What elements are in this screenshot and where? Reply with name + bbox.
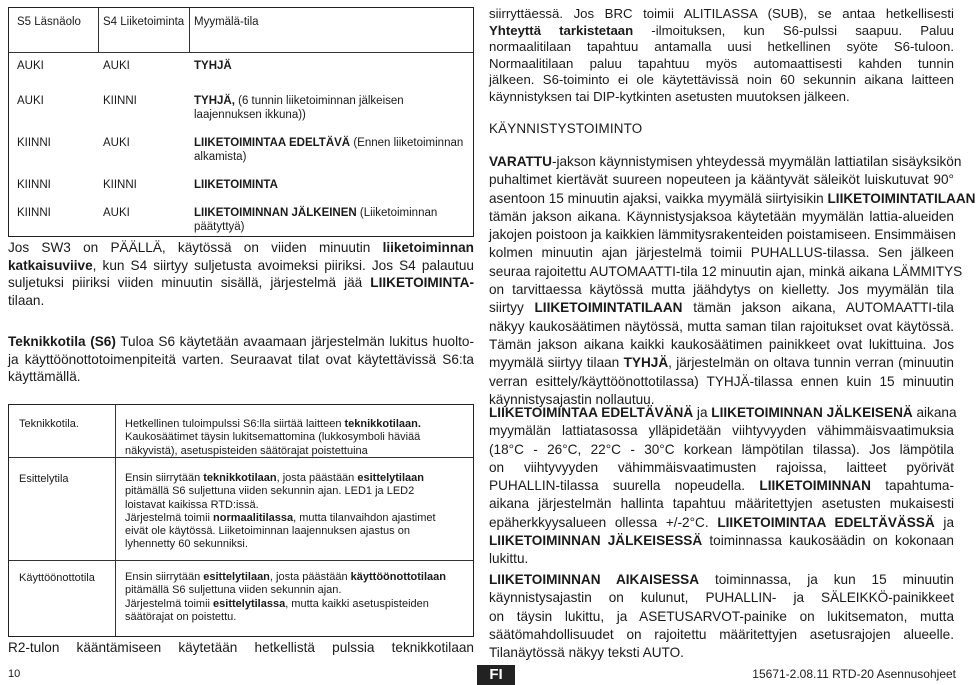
row-mode: TYHJÄ, (6 tunnin liiketoiminnan jälkeisen laajennuksen ikkuna)) <box>194 95 404 121</box>
text-line: on täysin lukittu, ja ASETUSARVOT-painike on lukitsematon, mutta <box>489 608 954 624</box>
row-mode: LIIKETOIMINTA <box>194 179 278 191</box>
document-footer: 15671-2.08.11 RTD-20 Asennusohjeet <box>752 667 956 681</box>
text-line: Normaalitilaan paluu tapahtuu myös automaattisesti kahden tunnin <box>489 55 954 71</box>
text-line: LIIKETOIMINNAN AIKAISESSA toiminnassa, ja kun 15 minuutin <box>489 572 954 587</box>
text-line: Tämän jakson aikana kaikki kaukosäätimen painikkeet ovat lukittuina. Jos <box>489 336 954 352</box>
text-line: kolmen minuutin ajan järjestelmä toimii PUHALLUS-tilassa. Sen jälkeen <box>489 245 954 261</box>
text-line: VARATTU-jakson käynnistymisen yhteydessä myymälän lattiatilan sisäyksikön <box>489 154 962 169</box>
row-s4: AUKI <box>103 60 130 72</box>
header-s5: S5 Läsnäolo <box>17 16 81 28</box>
row-s5: AUKI <box>17 60 44 72</box>
mode-description: Ensin siirrytään teknikkotilaan, josta päästään esittelytilaan pitämällä S6 suljettuna viiden sekunnin ajan. LED1 ja LED2 loistavat kaikissa RTD:issä. Järjestelmä toimii normaalitilassa, mutta tilanvaihdon ajastimet eivät ole käytössä. Liiketoiminnan laajennuksen ajastus on lyhennetty 60 sekunniksi. <box>125 472 436 551</box>
row-s5: KIINNI <box>17 137 51 149</box>
row-s5: KIINNI <box>17 207 51 219</box>
mode-description: Ensin siirrytään esittelytilaan, josta päästään käyttöönottotilaan pitämällä S6 suljettuna viiden sekunnin ajan. Järjestelmä toimii esittelytilassa, mutta kaikki asetuspisteiden säätörajat on poistettu. <box>125 571 446 623</box>
mode-label: Teknikkotila. <box>19 418 79 430</box>
sw3-paragraph: Jos SW3 on PÄÄLLÄ, käytössä on viiden minuutin liiketoiminnan katkaisuviive, kun S4 siirtyy suljetusta avoimeksi piiriksi. Jos S4 palautuu suljetuksi piiriksi viiden minuutin sisällä, järjestelmä jää LIIKETOIMINTA- tilaan. <box>8 240 474 308</box>
text-line: käynnistysajastin on kulunut, PUHALLIN- ja SÄLEIKKÖ-painikkeet <box>489 590 954 606</box>
startup-paragraph <box>489 153 976 409</box>
text-line: verran esittely/käyttöönottotilassa) TYHJÄ-tilassa ennen kuin 15 minuutin <box>489 373 954 389</box>
r2-text: R2-tulon kääntämiseen käytetään hetkellistä pulssia teknikkotilaan <box>8 640 474 655</box>
s6-modes-table <box>8 404 474 637</box>
row-s4: KIINNI <box>103 95 137 107</box>
language-badge: FI <box>477 665 515 685</box>
mode-label: Esittelytila <box>19 473 69 485</box>
text-line: siirtyy LIIKETOIMINTATILAAN tämän jakson aikana, AUTOMAATTI-tila <box>489 300 954 316</box>
text-line: (18°C - 26°C, 22°C - 30°C korkean lämpötilan tilassa). Jos lämpötila <box>489 441 954 457</box>
s6-return-paragraph <box>489 6 954 106</box>
row-mode: TYHJÄ <box>194 60 232 72</box>
header-mode: Myymälä-tila <box>194 16 259 28</box>
state-table <box>8 7 474 237</box>
text-line: jakojen poistoon ja kaikkien lämmitysrakenteiden poistamiseen. Ensimmäisen <box>489 227 956 243</box>
page-number: 10 <box>8 668 21 680</box>
business-mode-paragraph <box>489 571 954 662</box>
text-line: LIIKETOIMINNAN JÄLKEISESSÄ toiminnassa kaukosäädin on kokonaan <box>489 533 954 549</box>
text-line: puhaltimet kiertävät suureen nopeuteen ja kääntyvät säleiköt luiskutuvat 90° <box>489 172 954 188</box>
row-s4: AUKI <box>103 207 130 219</box>
text-line: lukittu. <box>489 551 529 567</box>
mode-label: Käyttöönottotila <box>19 572 95 584</box>
header-s4: S4 Liiketoiminta <box>103 16 185 28</box>
row-mode: LIIKETOIMINNAN JÄLKEINEN (Liiketoiminnan päätyttyä) <box>194 207 438 233</box>
text-line: Yhteyttä tarkistetaan -ilmoituksen, kun S6-pulssi saapuu. Paluu <box>489 22 954 38</box>
text-line: asentoon 15 minuutin ajaksi, vaikka myymälä siirtyisikin LIIKETOIMINTATILAAN <box>489 190 976 206</box>
text-line: epäherkkyysalueen ollessa +/-2°C. LIIKETOIMINTAA EDELTÄVÄSSÄ ja <box>489 514 955 530</box>
text-line: jälkeen. S6-toiminto ei ole käytettävissä noin 60 sekunnin aikana laitteen <box>489 72 954 88</box>
comfort-paragraph <box>489 404 957 569</box>
text-line: säätömahdollisuudet on rajoitettu määritettyjen asetusrajojen alueelle. <box>489 626 954 642</box>
text-line: seuraa rajoitettu AUTOMAATTI-tila 12 minuutin ajan, minkä aikana LÄMMITYS <box>489 263 963 279</box>
text-line: tämän jakson aikana. Käynnistysjaksoa käytetään myymälän lattia-alueiden <box>489 208 954 224</box>
text-line: normaalitilaan tapahtuu antamalla uusi hetkellinen syöte S6-tuloon. <box>489 39 954 55</box>
text-line: siirryttäessä. Jos BRC toimii ALITILASSA (SUB), se antaa hetkellisesti <box>489 6 954 21</box>
row-s5: AUKI <box>17 95 44 107</box>
text-line: aikana järjestelmän hallinta tapahtuu määritettyjen asetusten mukaisesti <box>489 496 954 512</box>
row-s5: KIINNI <box>17 179 51 191</box>
text-line: myymälän lattiatasossa ylläpidetään viihtyvyyden vähimmäisvaatimuksia <box>489 423 954 439</box>
text-line: käynnistysajastin nollautuu. <box>489 391 655 407</box>
row-s4: KIINNI <box>103 179 137 191</box>
row-mode: LIIKETOIMINTAA EDELTÄVÄ (Ennen liiketoiminnan alkamista) <box>194 137 464 163</box>
text-line: on viihtyvyyden vähimmäisvaatimusten rajoissa, laitteet pyörivät <box>489 459 954 475</box>
text-line: näkyy kaukosäätimen näytössä, mutta saman tilan rajoitukset ovat käytössä. <box>489 318 954 334</box>
row-s4: AUKI <box>103 137 130 149</box>
technician-mode-paragraph: Teknikkotila (S6) Tuloa S6 käytetään avaamaan järjestelmän lukitus huolto- ja käyttöönottotoimenpiteitä varten. Seuraavat tilat ovat käytettävissä S6:ta käyttämällä. <box>8 334 474 384</box>
text-line: PUHALLIN-tilassa suurella nopeudella. LIIKETOIMINNAN tapahtuma- <box>489 478 954 494</box>
mode-description: Hetkellinen tuloimpulssi S6:lla siirtää laitteen teknikkotilaan. Kaukosäätimet täysin lukitsemattomina (lukkosymboli häviää näkyvistä), asetuspisteiden säätörajat poistettuina <box>125 418 421 457</box>
text-line: myymälä siirtyy tilaan TYHJÄ, järjestelmän on oltava tunnin verran (minuutin <box>489 355 954 371</box>
text-line: käynnistyksen tai DIP-kytkinten asetusten muutoksen jälkeen. <box>489 88 850 104</box>
text-line: on tarvittaessa käytössä mutta jäähdytys on kielletty. Jos myymälän tila <box>489 282 954 298</box>
text-line: LIIKETOIMINTAA EDELTÄVÄNÄ ja LIIKETOIMINNAN JÄLKEISENÄ aikana <box>489 405 957 420</box>
text-line: Tilanäytössä näkyy teksti AUTO. <box>489 645 684 661</box>
startup-heading: KÄYNNISTYSTOIMINTO <box>489 121 643 136</box>
